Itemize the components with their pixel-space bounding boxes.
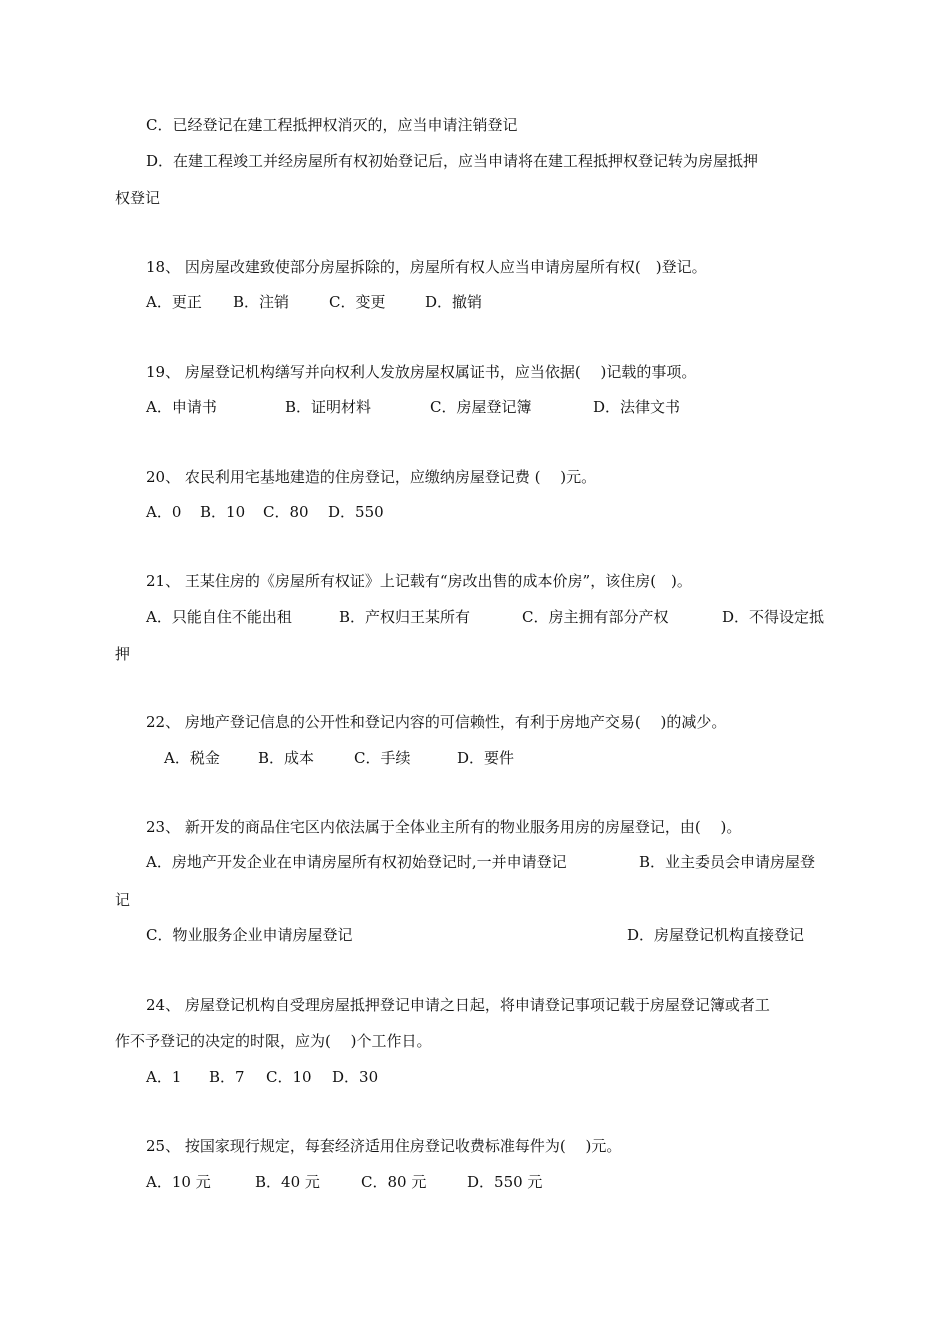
q24-option-a: A．1 [146,1068,182,1086]
q23-option-a: A．房地产开发企业在申请房屋所有权初始登记时,一并申请登记 [146,853,567,871]
q22-option-c: C．手续 [354,749,411,767]
q21-option-b: B．产权归王某所有 [339,608,471,626]
q21-option-d: D．不得设定抵 [722,608,825,626]
q25-option-a: A．10 元 [146,1173,211,1191]
q20-option-a: A．0 [146,503,182,521]
q20-option-c: C．80 [263,503,309,521]
q19-option-b: B．证明材料 [285,398,372,416]
q24-option-c: C．10 [266,1068,312,1086]
q19-option-c: C．房屋登记簿 [430,398,532,416]
q20-option-b: B．10 [200,503,246,521]
q19-option-a: A．申请书 [146,398,217,416]
q20-option-d: D．550 [328,503,384,521]
q25-option-c: C．80 元 [361,1173,427,1191]
q23-option-c: C．物业服务企业申请房屋登记 [146,926,353,944]
q24-option-d: D．30 [332,1068,379,1086]
document-page: C．已经登记在建工程抵押权消灭的，应当申请注销登记 D．在建工程竣工并经房屋所有权初始登记后，应当申请将在建工程抵押权登记转为房屋抵押 权登记 18、 因房屋改建致使部分房屋拆除的，房屋所有权人应当申请房屋所有权( )登记。 A．更正 B．注销 C．变更 D．撤销 19、 房屋登记机构缮写并向权利人发放房屋权属证书，应当依据( )记载的事项。 A．申请书 B．证明材料 C．房屋登记簿 D．法律文书 20、 农民利用宅基地建造的住房登记，应缴纳房屋登记费 ( )元。 A．0 B．10 C．80 D．550 21、 王某住房的《房屋所有权证》上记载有“房改出售的成本价房”，该住房( )。 A．只能自住不能出租 B．产权归王某所有 C．房主拥有部分产权 D．不得设定抵 押 22、 房地产登记信息的公开性和登记内容的可信赖性，有利于房地产交易( )的减少。 A．税金 B．成本 C．手续 D．要件 23、 新开发的商品住宅区内依法属于全体业主所有的物业服务用房的房屋登记，由( )。 A．房地产开发企业在申请房屋所有权初始登记时,一并申请登记 B．业主委员会申请房屋登 记 C．物业服务企业申请房屋登记 D．房屋登记机构直接登记 24、 房屋登记机构自受理房屋抵押登记申请之日起，将申请登记事项记载于房屋登记簿或者工 作不予登记的决定的时限，应为( )个工作日。 A．1 B．7 C．10 D．30 25、 按国家现行规定，每套经济适用住房登记收费标准每件为( )元。 A．10 元 B．40 元 C．80 元 D．550 元 [115,116,825,1191]
q18-option-b: B．注销 [233,293,290,311]
q18-option-a: A．更正 [146,293,202,311]
q22-option-b: B．成本 [258,749,315,767]
q23-option-b: B．业主委员会申请房屋登 [639,853,816,871]
q25-option-b: B．40 元 [255,1173,320,1191]
q24-option-b: B．7 [209,1068,245,1086]
q23-option-d: D．房屋登记机构直接登记 [627,926,805,944]
q21-option-a: A．只能自住不能出租 [146,608,292,626]
q22-option-d: D．要件 [457,749,515,767]
q21-option-c: C．房主拥有部分产权 [522,608,669,626]
q19-option-d: D．法律文书 [593,398,681,416]
q25-option-d: D．550 元 [467,1173,543,1191]
q22-option-a: A．税金 [164,749,220,767]
q18-option-d: D．撤销 [425,293,483,311]
q18-option-c: C．变更 [329,293,386,311]
